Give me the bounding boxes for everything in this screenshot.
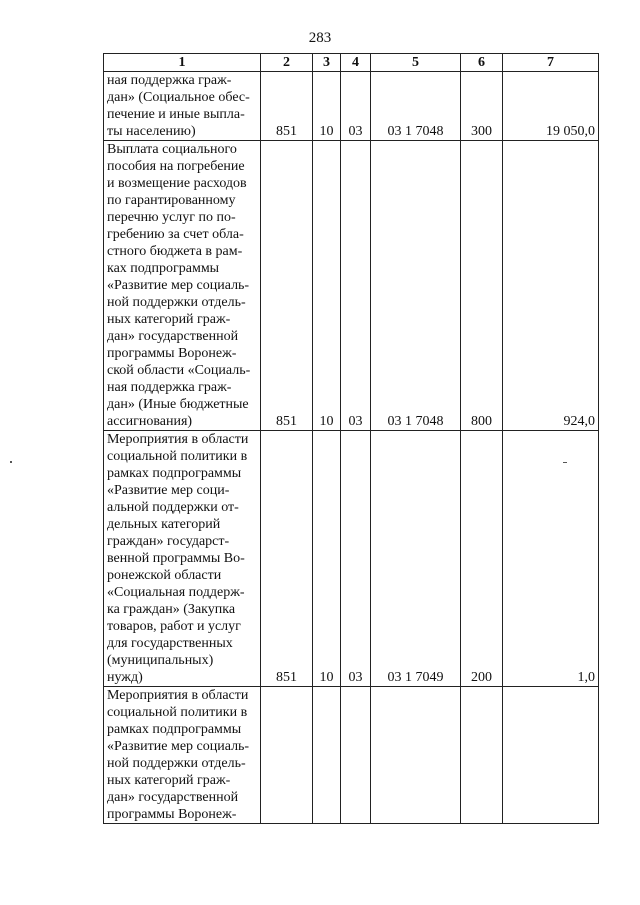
row-description: Мероприятия в области социальной политики в рамках подпрограммы «Развитие мер соци- альной поддержки от- дельных категорий граждан» государст- венной программы Во- ронежской области «Социальная поддерж- ка граждан» (Закупка товаров, работ и услуг для государственных (муниципальных) нужд): [104, 431, 261, 687]
cell-subsection: [341, 687, 371, 824]
row-description: Мероприятия в области социальной политики в рамках подпрограммы «Развитие мер социаль- ной поддержки отдель- ных категорий граж- дан» государственной программы Воронеж-: [104, 687, 261, 824]
header-col-7: 7: [503, 54, 599, 72]
cell-expense-type: 200: [461, 431, 503, 687]
cell-section: [313, 687, 341, 824]
cell-expense-type: 300: [461, 72, 503, 141]
cell-subsection: 03: [341, 141, 371, 431]
cell-section: 10: [313, 72, 341, 141]
cell-ministry-code: 851: [261, 72, 313, 141]
cell-ministry-code: [261, 687, 313, 824]
cell-subsection: 03: [341, 72, 371, 141]
table-row: [104, 141, 599, 431]
cell-amount: [503, 687, 599, 824]
cell-target-article: 03 1 7049: [371, 431, 461, 687]
cell-ministry-code: 851: [261, 431, 313, 687]
header-col-1: 1: [104, 54, 261, 72]
header-row: [104, 54, 599, 72]
scan-speck: [10, 461, 12, 463]
cell-ministry-code: 851: [261, 141, 313, 431]
header-col-6: 6: [461, 54, 503, 72]
table-row: [104, 687, 599, 824]
header-col-4: 4: [341, 54, 371, 72]
cell-subsection: 03: [341, 431, 371, 687]
scan-speck: [563, 462, 567, 463]
cell-expense-type: [461, 687, 503, 824]
table-row: [104, 431, 599, 687]
table-row: [104, 72, 599, 141]
cell-target-article: [371, 687, 461, 824]
cell-target-article: 03 1 7048: [371, 72, 461, 141]
cell-amount: 924,0: [503, 141, 599, 431]
row-description: ная поддержка граж- дан» (Социальное обес- печение и иные выпла- ты населению): [104, 72, 261, 141]
cell-amount: 1,0: [503, 431, 599, 687]
cell-section: 10: [313, 431, 341, 687]
page-number: 283: [308, 30, 332, 46]
budget-table: [103, 53, 599, 824]
cell-amount: 19 050,0: [503, 72, 599, 141]
cell-expense-type: 800: [461, 141, 503, 431]
header-col-2: 2: [261, 54, 313, 72]
cell-section: 10: [313, 141, 341, 431]
header-col-3: 3: [313, 54, 341, 72]
row-description: Выплата социального пособия на погребение и возмещение расходов по гарантированному перечню услуг по по- гребению за счет обла- стного бюджета в рам- ках подпрограммы «Развитие мер социаль- ной поддержки отдель- ных категорий граж- дан» государственной программы Воронеж- ской области «Социаль- ная поддержка граж- дан» (Иные бюджетные ассигнования): [104, 141, 261, 431]
header-col-5: 5: [371, 54, 461, 72]
cell-target-article: 03 1 7048: [371, 141, 461, 431]
